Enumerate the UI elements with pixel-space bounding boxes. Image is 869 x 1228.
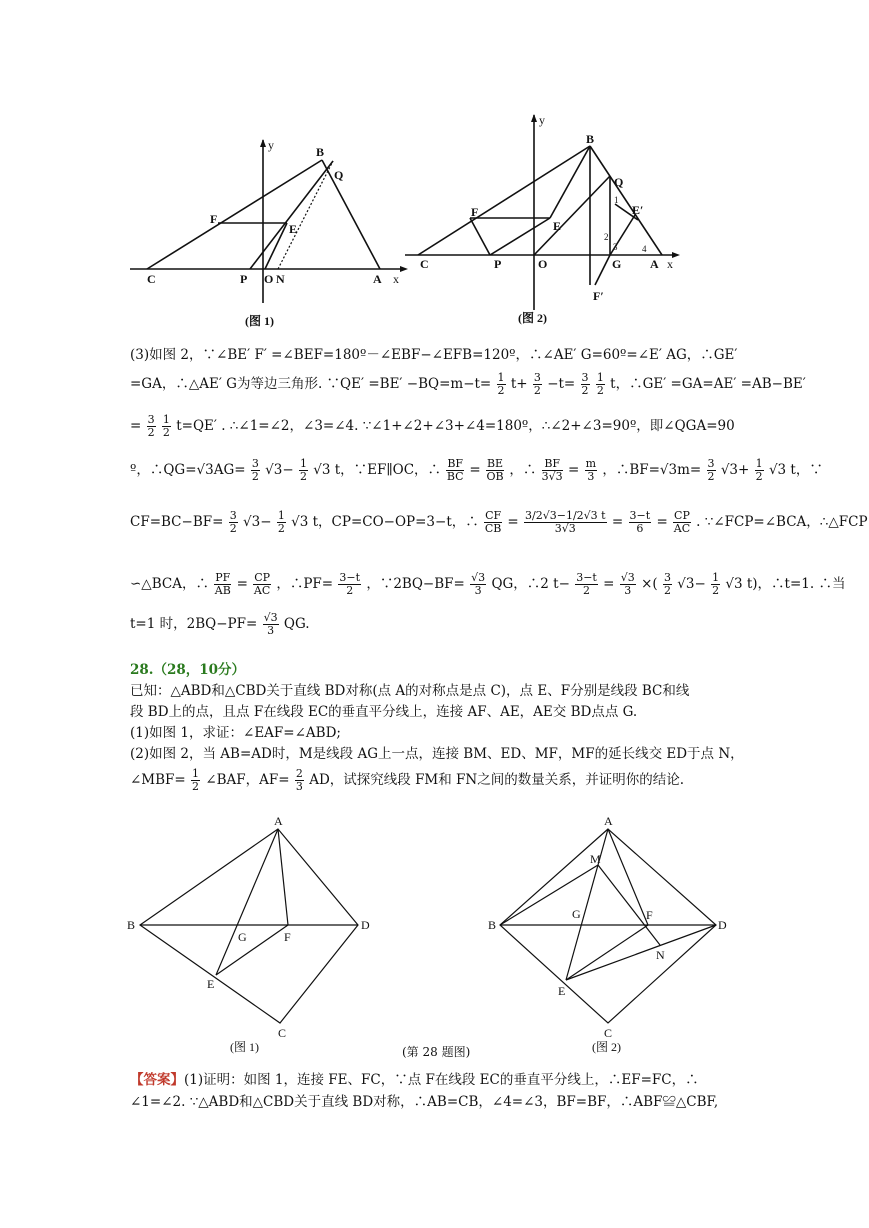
fig2-y-label: y [539,113,545,127]
solution-line-4-g: ，∴BF=√3m= [602,462,702,478]
fraction-half: $\frac{1}{2}$ [755,457,763,483]
solution-line-4-i: √3 t，∵ [768,462,823,478]
fraction-three-halves: $\frac{3}{2}$ [251,457,259,483]
coordinate-figure-2 [400,110,690,330]
solution-line-5-b: √3− [243,514,272,530]
solution-line-6-b: = [236,576,248,592]
solution-line-7 [130,612,310,637]
fig2-label-b: B [586,132,595,146]
figure-center-caption: (第 28 题图) [402,1045,471,1059]
solution-line-7-a: t=1 时，2BQ−PF= [130,616,258,632]
fig1-label-q: Q [334,168,344,182]
fraction-three-halves: $\frac{3}{2}$ [147,413,155,439]
solution-line-3-a: = [130,418,142,434]
fraction-three-halves: $\frac{3}{2}$ [707,457,715,483]
answer-tag: 【答案】 [130,1072,184,1088]
coordinate-figure-1 [125,135,415,335]
fig1-x-label: x [393,272,399,286]
fraction-3mt-2: $\frac{3-t}{2}$ [339,571,361,597]
solution-line-6-e: QG，∴2 t− [491,576,570,592]
question-28-line-5-c: AD，试探究线段 FM和 FN之间的数量关系，并证明你的结论. [309,772,685,788]
fig2-caption: (图 2) [518,311,547,325]
fig2-label-o: O [538,257,548,271]
bfig1-label-f: F [284,930,291,944]
bfig1-label-e: E [207,977,215,991]
bfig2-label-b: B [488,918,497,932]
solution-line-6-c: ，∴PF= [276,576,334,592]
question-28-line-3: (1)如图 1，求证：∠EAF=∠ABD; [130,725,341,741]
fig1-label-c: C [147,272,156,286]
fig2-x-label: x [667,257,673,271]
fraction-two-thirds: $\frac{2}{3}$ [295,767,303,793]
solution-line-5-f: . ∵∠FCP=∠BCA，∴△FCP [696,514,868,530]
fraction-cp-ac: $\frac{CP}{AC}$ [253,571,271,597]
fraction-pf-ab: $\frac{PF}{AB}$ [214,571,231,597]
fraction-3mt-2: $\frac{3-t}{2}$ [576,571,597,597]
answer-line-1 [130,1068,699,1088]
bfig2-label-d: D [718,918,727,932]
fraction-compound: $\frac{3/2√3-1/2√3 t}{3√3}$ [525,509,606,535]
solution-line-3-b: t=QE′ . ∴∠1=∠2，∠3=∠4. ∵∠1+∠2+∠3+∠4=180º，∴∠2+∠3=90º，即∠QGA=90 [176,418,735,434]
solution-line-4-b: √3− [265,462,294,478]
fig2-label-a: A [650,257,659,271]
question-28-line-5-b: ∠BAF，AF= [205,772,290,788]
bfig2-label-e: E [558,984,566,998]
fig2-label-g: G [612,257,622,271]
solution-line-4-f: = [567,462,580,478]
solution-line-2-c: −t= [547,376,576,392]
fraction-root3-3: $\frac{√3}{3}$ [620,571,635,597]
solution-line-4-d: = [469,462,481,478]
bfig2-label-f: F [646,908,653,922]
fraction-half: $\frac{1}{2}$ [192,767,200,793]
fraction-three-halves: $\frac{3}{2}$ [663,571,671,597]
fig2-label-q: Q [614,175,624,189]
fraction-half: $\frac{1}{2}$ [596,371,604,397]
fraction-cp-ac: $\frac{CP}{AC}$ [673,509,691,535]
bfig2-label-g: G [572,907,581,921]
fraction-root3-3: $\frac{√3}{3}$ [471,571,486,597]
fraction-half: $\frac{1}{2}$ [497,371,505,397]
solution-line-6-g: ×( [641,576,658,592]
solution-line-6 [130,572,845,597]
fig1-label-e: E [289,222,298,236]
fig2-angle-3: 3 [613,242,618,252]
fraction-three-halves: $\frac{3}{2}$ [533,371,541,397]
fig1-y-label: y [268,138,274,152]
fig2-angle-4: 4 [642,244,647,254]
bfig1-caption: (图 1) [230,1040,259,1054]
solution-line-2-b: t+ [510,376,528,392]
solution-line-5-e2: = [656,514,668,530]
answer-line-2: ∠1=∠2. ∵△ABD和△CBD关于直线 BD对称，∴AB=CB，∠4=∠3，BF=BF，∴ABF≌△CBF, [130,1094,719,1110]
fraction-half: $\frac{1}{2}$ [277,509,285,535]
solution-line-4-c: √3 t，∵EF∥OC，∴ [313,462,442,478]
solution-line-2-d: t，∴GE′ =GA=AE′ =AB−BE′ [610,376,806,392]
solution-line-6-f: = [603,576,615,592]
fraction-bf-3root3: $\frac{BF}{3√3}$ [541,457,563,483]
question-28-line-1: 已知：△ABD和△CBD关于直线 BD对称(点 A的对称点是点 C)，点 E、F分别是线段 BC和线 [130,683,690,699]
fig1-label-a: A [373,272,382,286]
fig2-label-e: E [553,219,562,233]
solution-line-6-a: ∽△BCA，∴ [130,576,209,592]
geometry-figure-1 [120,814,380,1054]
question-28-line-5 [130,768,684,793]
fig1-caption: (图 1) [245,314,274,328]
solution-line-4-e: ，∴ [509,462,537,478]
fig1-label-n: N [276,272,285,286]
fraction-bf-bc: $\frac{BF}{BC}$ [446,457,464,483]
fraction-half: $\frac{1}{2}$ [299,457,307,483]
fraction-cf-cb: $\frac{CF}{CB}$ [484,509,502,535]
fraction-3mt-6: $\frac{3-t}{6}$ [629,509,651,535]
bfig1-label-b: B [127,918,136,932]
solution-line-5-e: = [611,514,624,530]
fraction-m-3: $\frac{m}{3}$ [585,457,597,483]
question-28-line-5-a: ∠MBF= [130,772,186,788]
fraction-root3-3: $\frac{√3}{3}$ [263,611,278,637]
bfig2-label-c: C [604,1026,613,1040]
solution-line-6-d: ，∵2BQ−BF= [366,576,465,592]
solution-line-5-a: CF=BC−BF= [130,514,224,530]
fraction-three-halves: $\frac{3}{2}$ [229,509,237,535]
bfig2-label-n: N [656,948,665,962]
solution-line-4-a: º，∴QG=√3AG= [130,462,246,478]
bfig2-caption: (图 2) [592,1040,621,1054]
fraction-half: $\frac{1}{2}$ [712,571,720,597]
question-28-line-2: 段 BD上的点，且点 F在线段 EC的垂直平分线上，连接 AF、AE，AE交 BD点点 G. [130,704,638,720]
answer-line-1-text: (1)证明：如图 1，连接 FE、FC，∵点 F在线段 EC的垂直平分线上，∴EF=FC，∴ [184,1072,699,1088]
bfig1-label-d: D [361,918,370,932]
fraction-three-halves: $\frac{3}{2}$ [581,371,589,397]
fig1-label-p: P [240,272,248,286]
fraction-half: $\frac{1}{2}$ [162,413,170,439]
solution-line-1: (3)如图 2，∵∠BE′ F′ =∠BEF=180º－∠EBF−∠EFB=120º，∴∠AE′ G=60º=∠E′ AG，∴GE′ [130,347,738,363]
fig2-label-c: C [420,257,429,271]
fig2-angle-2: 2 [604,232,609,242]
solution-line-3 [130,414,735,439]
fraction-be-ob: $\frac{BE}{OB}$ [486,457,504,483]
bfig1-label-c: C [278,1026,287,1040]
solution-line-5 [130,510,868,535]
fig1-label-f: F [210,212,218,226]
solution-line-2-a: =GA，∴△AE′ G为等边三角形. ∵QE′ =BE′ −BQ=m−t= [130,376,492,392]
solution-line-4 [130,458,823,483]
fig2-label-f: F [471,205,479,219]
solution-line-6-i: √3 t)，∴t=1. ∴当 [725,576,846,592]
solution-line-5-d: = [507,514,519,530]
bfig1-label-a: A [274,814,283,828]
fig1-label-b: B [316,145,325,159]
geometry-figure-2 [480,814,740,1054]
fig2-angle-1: 1 [614,195,619,205]
fig1-label-o: O [264,272,274,286]
fig2-label-p: P [494,257,502,271]
fig2-label-eprime: E′ [632,203,644,217]
question-28-header: 28.（28，10分） [130,662,246,678]
bfig1-label-g: G [238,930,247,944]
solution-line-4-h: √3+ [720,462,750,478]
solution-line-2 [130,372,806,397]
fig2-label-fprime: F′ [593,289,604,303]
question-28-line-4: (2)如图 2，当 AB=AD时，M是线段 AG上一点，连接 BM、ED、MF，MF的延长线交 ED于点 N， [130,746,744,762]
solution-line-6-h: √3− [677,576,706,592]
bfig2-label-m: M [590,852,601,866]
solution-line-5-c: √3 t，CP=CO−OP=3−t，∴ [291,514,479,530]
solution-line-7-b: QG. [283,616,310,632]
bfig2-label-a: A [604,814,613,828]
